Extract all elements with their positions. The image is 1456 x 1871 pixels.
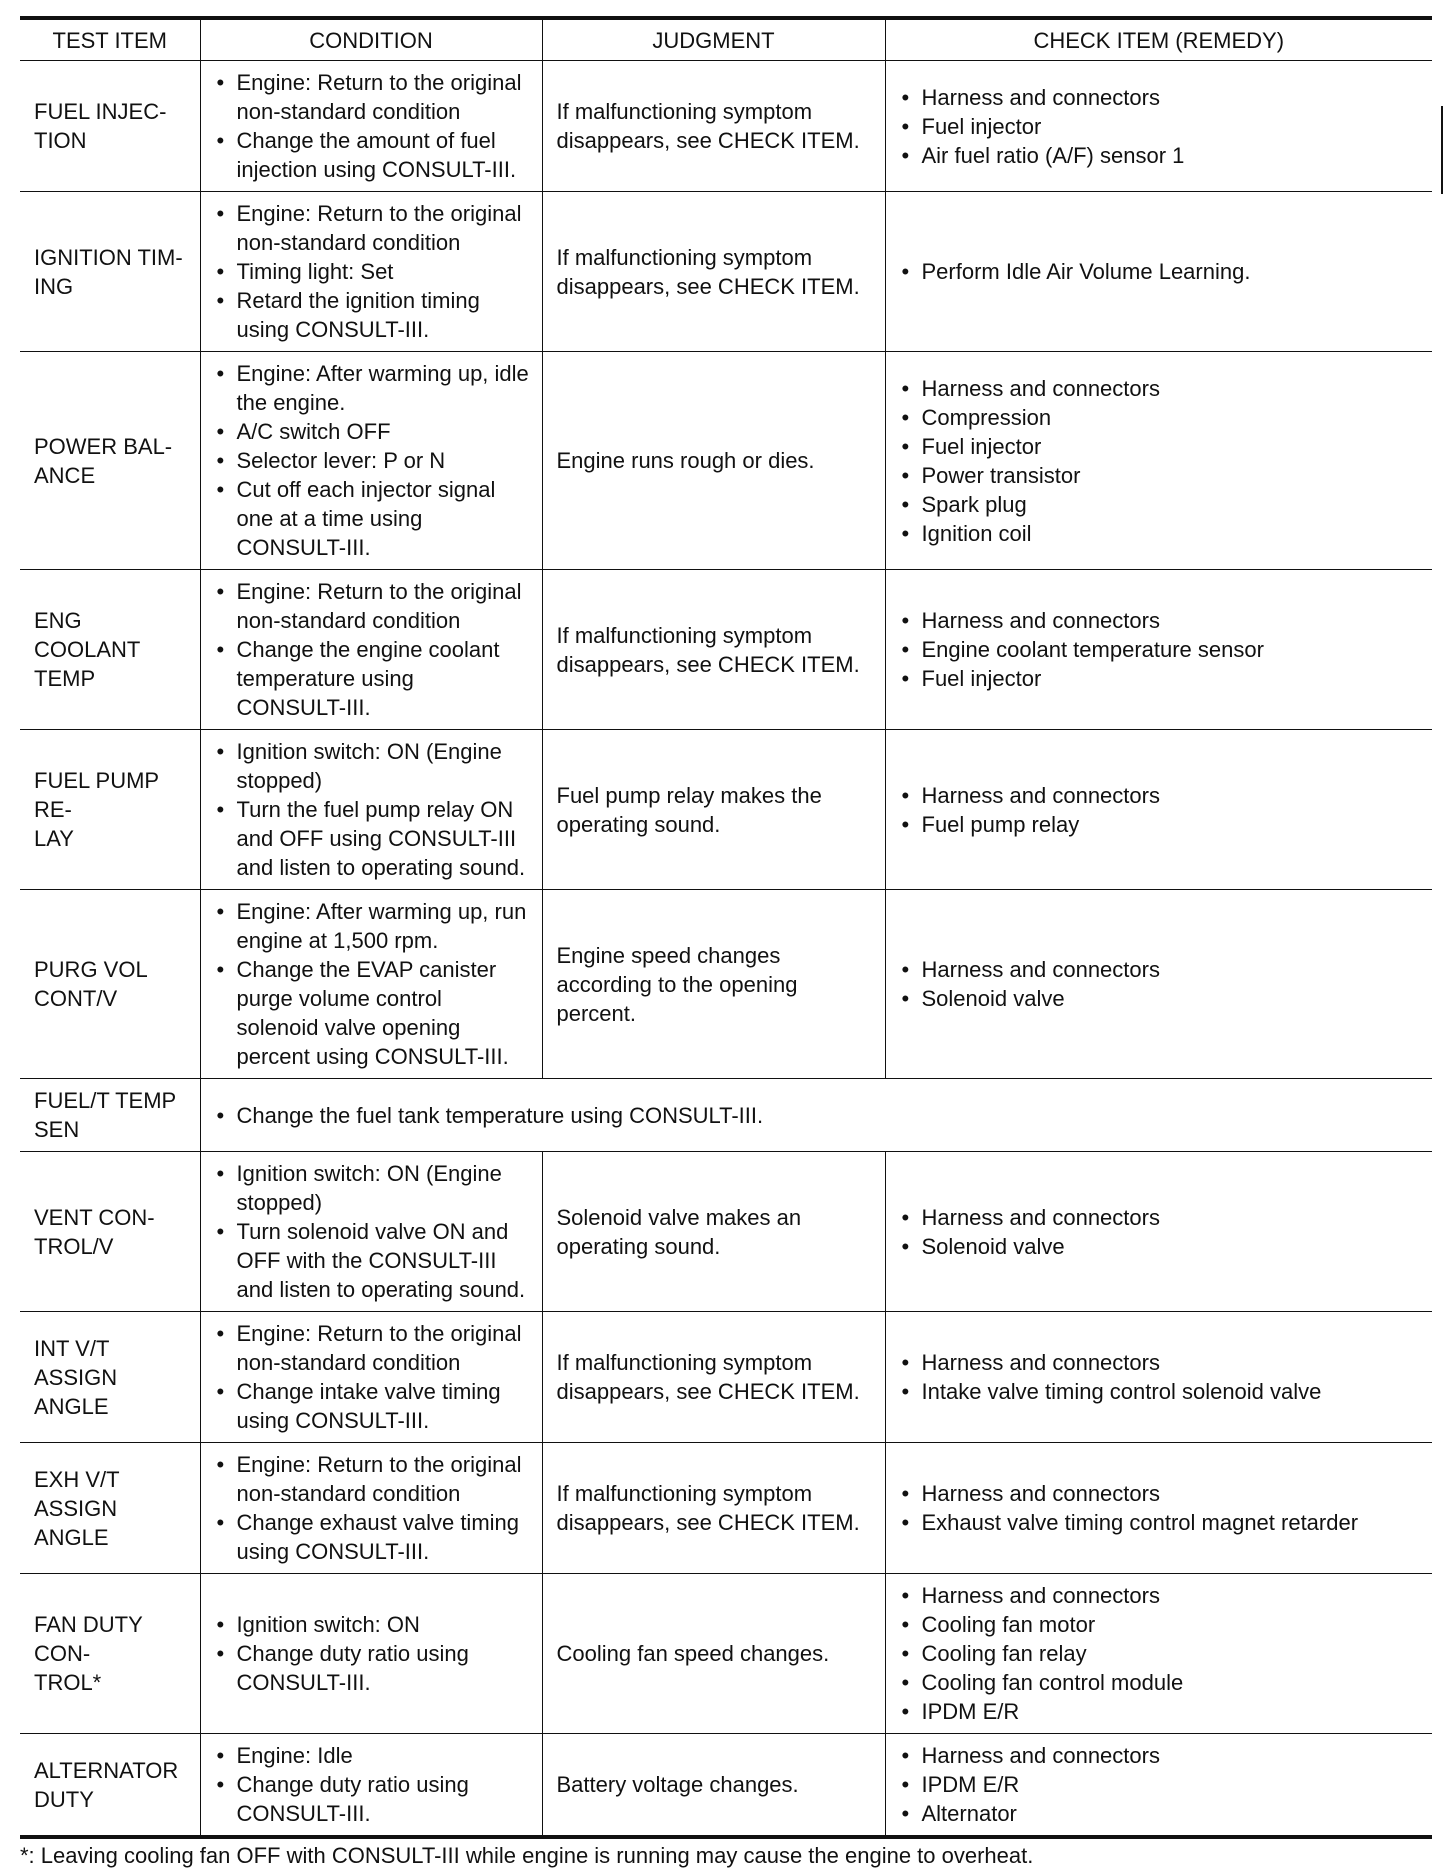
header-check-item: CHECK ITEM (REMEDY) bbox=[885, 18, 1432, 61]
condition-cell bbox=[200, 1312, 542, 1443]
bullet-item: • Harness and connectors bbox=[900, 1741, 1421, 1770]
bullet-item: • Power transistor bbox=[900, 461, 1421, 490]
test-item-cell bbox=[20, 352, 200, 570]
test-item-label: FAN DUTY CON- TROL* bbox=[34, 1612, 143, 1695]
test-item-label: ALTERNATOR DUTY bbox=[34, 1757, 179, 1812]
judgment-cell bbox=[542, 352, 885, 570]
table-row bbox=[20, 1152, 1432, 1312]
bullet-item: • Cooling fan control module bbox=[900, 1668, 1421, 1697]
bullet-item: • IPDM E/R bbox=[900, 1770, 1421, 1799]
condition-list bbox=[215, 897, 530, 1071]
test-item-cell bbox=[20, 1152, 200, 1312]
bullet-item: • Harness and connectors bbox=[900, 1348, 1421, 1377]
judgment-text: Cooling fan speed changes. bbox=[556, 1641, 830, 1666]
check-item-list bbox=[900, 781, 1421, 839]
check-item-list bbox=[900, 257, 1421, 286]
condition-list bbox=[215, 68, 530, 184]
check-item-cell bbox=[885, 570, 1432, 730]
test-item-label: IGNITION TIM- ING bbox=[34, 244, 183, 299]
bullet-item: • Turn solenoid valve ON and OFF with the CONSULT-III and listen to operating sound. bbox=[215, 1217, 530, 1304]
bullet-item: • Solenoid valve bbox=[900, 984, 1421, 1013]
table-row bbox=[20, 570, 1432, 730]
test-item-label: FUEL PUMP RE- LAY bbox=[34, 768, 159, 851]
table-row bbox=[20, 1312, 1432, 1443]
judgment-cell bbox=[542, 1443, 885, 1574]
active-test-sheet bbox=[20, 16, 1432, 1871]
bullet-item: • Harness and connectors bbox=[900, 374, 1421, 403]
condition-list bbox=[215, 199, 530, 344]
check-item-cell bbox=[885, 192, 1432, 352]
test-item-label: PURG VOL CONT/V bbox=[34, 957, 148, 1011]
check-item-list bbox=[900, 1348, 1421, 1406]
bullet-item: • Change exhaust valve timing using CONSULT-III. bbox=[215, 1508, 530, 1566]
check-item-cell bbox=[885, 1734, 1432, 1838]
condition-list bbox=[215, 1450, 530, 1566]
check-item-cell bbox=[885, 890, 1432, 1079]
bullet-item: • Timing light: Set bbox=[215, 257, 530, 286]
test-item-cell bbox=[20, 192, 200, 352]
bullet-item: • Engine: Idle bbox=[215, 1741, 530, 1770]
judgment-cell bbox=[542, 890, 885, 1079]
judgment-cell bbox=[542, 1734, 885, 1838]
bullet-item: • Cooling fan motor bbox=[900, 1610, 1421, 1639]
bullet-item: • Ignition coil bbox=[900, 519, 1421, 548]
condition-cell bbox=[200, 1443, 542, 1574]
table-row bbox=[20, 192, 1432, 352]
judgment-text: If malfunctioning symptom disappears, see CHECK ITEM. bbox=[556, 1481, 860, 1535]
judgment-cell bbox=[542, 192, 885, 352]
condition-cell bbox=[200, 1734, 542, 1838]
bullet-item: • Cut off each injector signal one at a time using CONSULT-III. bbox=[215, 475, 530, 562]
condition-cell bbox=[200, 61, 542, 192]
bullet-item: • Ignition switch: ON (Engine stopped) bbox=[215, 737, 530, 795]
bullet-item: • Turn the fuel pump relay ON and OFF using CONSULT-III and listen to operating sound. bbox=[215, 795, 530, 882]
condition-list bbox=[215, 1610, 530, 1697]
table-body bbox=[20, 61, 1432, 1838]
judgment-cell bbox=[542, 1312, 885, 1443]
bullet-item: • Harness and connectors bbox=[900, 781, 1421, 810]
check-item-cell bbox=[885, 1152, 1432, 1312]
bullet-item: • Harness and connectors bbox=[900, 1479, 1421, 1508]
condition-cell bbox=[200, 890, 542, 1079]
table-row bbox=[20, 890, 1432, 1079]
header-row bbox=[20, 18, 1432, 61]
check-item-list bbox=[900, 1581, 1421, 1726]
test-item-cell bbox=[20, 1079, 200, 1152]
header-judgment: JUDGMENT bbox=[542, 18, 885, 61]
page-edge-mark bbox=[1441, 106, 1443, 194]
bullet-item: • Engine: After warming up, idle the engine. bbox=[215, 359, 530, 417]
judgment-text: If malfunctioning symptom disappears, see CHECK ITEM. bbox=[556, 244, 860, 299]
bullet-item: • Fuel injector bbox=[900, 664, 1421, 693]
test-item-label: FUEL/T TEMP SEN bbox=[34, 1088, 177, 1142]
bullet-item: • Fuel injector bbox=[900, 432, 1421, 461]
table-row bbox=[20, 352, 1432, 570]
bullet-item: • Harness and connectors bbox=[900, 83, 1421, 112]
active-test-table bbox=[20, 16, 1432, 1839]
condition-cell bbox=[200, 1152, 542, 1312]
bullet-item: • Fuel pump relay bbox=[900, 810, 1421, 839]
test-item-cell bbox=[20, 890, 200, 1079]
bullet-item: • Harness and connectors bbox=[900, 955, 1421, 984]
bullet-item: • Change duty ratio using CONSULT-III. bbox=[215, 1770, 530, 1828]
bullet-item: • Harness and connectors bbox=[900, 606, 1421, 635]
check-item-list bbox=[900, 83, 1421, 170]
bullet-item: • Change duty ratio using CONSULT-III. bbox=[215, 1639, 530, 1697]
test-item-cell bbox=[20, 1574, 200, 1734]
test-item-cell bbox=[20, 1734, 200, 1838]
bullet-item: • Cooling fan relay bbox=[900, 1639, 1421, 1668]
bullet-item: • Selector lever: P or N bbox=[215, 446, 530, 475]
check-item-cell bbox=[885, 1574, 1432, 1734]
check-item-cell bbox=[885, 352, 1432, 570]
condition-list bbox=[215, 1159, 530, 1304]
test-item-label: VENT CON- TROL/V bbox=[34, 1204, 155, 1259]
bullet-item: • Engine: Return to the original non-standard condition bbox=[215, 577, 530, 635]
check-item-list bbox=[900, 1741, 1421, 1828]
check-item-cell bbox=[885, 61, 1432, 192]
bullet-item: • Retard the ignition timing using CONSULT-III. bbox=[215, 286, 530, 344]
bullet-item: • Engine: Return to the original non-standard condition bbox=[215, 68, 530, 126]
bullet-item: • Change the engine coolant temperature using CONSULT-III. bbox=[215, 635, 530, 722]
condition-list bbox=[215, 1741, 530, 1828]
judgment-cell bbox=[542, 1574, 885, 1734]
condition-cell bbox=[200, 192, 542, 352]
bullet-item: • Change intake valve timing using CONSULT-III. bbox=[215, 1377, 530, 1435]
bullet-item: • Exhaust valve timing control magnet retarder bbox=[900, 1508, 1421, 1537]
table-row bbox=[20, 1443, 1432, 1574]
judgment-text: Engine runs rough or dies. bbox=[556, 448, 815, 473]
bullet-item: • Change the amount of fuel injection using CONSULT-III. bbox=[215, 126, 530, 184]
judgment-cell bbox=[542, 570, 885, 730]
check-item-list bbox=[900, 606, 1421, 693]
condition-cell bbox=[200, 1079, 1432, 1152]
bullet-item: • Perform Idle Air Volume Learning. bbox=[900, 257, 1421, 286]
bullet-item: • Ignition switch: ON bbox=[215, 1610, 530, 1639]
judgment-text: If malfunctioning symptom disappears, see CHECK ITEM. bbox=[556, 1350, 860, 1404]
check-item-list bbox=[900, 1203, 1421, 1261]
bullet-item: • Solenoid valve bbox=[900, 1232, 1421, 1261]
bullet-item: • Engine: After warming up, run engine at 1,500 rpm. bbox=[215, 897, 530, 955]
table-row bbox=[20, 61, 1432, 192]
check-item-list bbox=[900, 374, 1421, 548]
test-item-label: INT V/T ASSIGN ANGLE bbox=[34, 1335, 118, 1419]
test-item-label: EXH V/T ASSIGN ANGLE bbox=[34, 1466, 120, 1550]
bullet-item: • Fuel injector bbox=[900, 112, 1421, 141]
judgment-text: If malfunctioning symptom disappears, see CHECK ITEM. bbox=[556, 99, 860, 153]
judgment-text: If malfunctioning symptom disappears, see CHECK ITEM. bbox=[556, 622, 860, 677]
bullet-item: • Harness and connectors bbox=[900, 1203, 1421, 1232]
bullet-item: • IPDM E/R bbox=[900, 1697, 1421, 1726]
table-row bbox=[20, 1574, 1432, 1734]
bullet-item: • Intake valve timing control solenoid valve bbox=[900, 1377, 1421, 1406]
bullet-item: • Engine: Return to the original non-standard condition bbox=[215, 199, 530, 257]
check-item-cell bbox=[885, 730, 1432, 890]
bullet-item: • Air fuel ratio (A/F) sensor 1 bbox=[900, 141, 1421, 170]
check-item-list bbox=[900, 1479, 1421, 1537]
bullet-item: • Ignition switch: ON (Engine stopped) bbox=[215, 1159, 530, 1217]
test-item-cell bbox=[20, 1312, 200, 1443]
condition-list bbox=[215, 737, 530, 882]
condition-list bbox=[215, 577, 530, 722]
bullet-item: • Engine: Return to the original non-standard condition bbox=[215, 1450, 530, 1508]
test-item-cell bbox=[20, 570, 200, 730]
test-item-label: ENG COOLANT TEMP bbox=[34, 608, 141, 691]
judgment-text: Solenoid valve makes an operating sound. bbox=[556, 1204, 802, 1259]
footnote: *: Leaving cooling fan OFF with CONSULT-III while engine is running may cause the engine to overheat. bbox=[20, 1843, 1034, 1868]
table-row bbox=[20, 730, 1432, 890]
judgment-text: Fuel pump relay makes the operating sound. bbox=[556, 782, 822, 837]
judgment-text: Engine speed changes according to the opening percent. bbox=[556, 942, 798, 1026]
test-item-label: FUEL INJEC- TION bbox=[34, 99, 167, 153]
bullet-item: • Harness and connectors bbox=[900, 1581, 1421, 1610]
check-item-list bbox=[900, 955, 1421, 1013]
header-condition: CONDITION bbox=[200, 18, 542, 61]
check-item-cell bbox=[885, 1443, 1432, 1574]
condition-cell bbox=[200, 730, 542, 890]
bullet-item: • A/C switch OFF bbox=[215, 417, 530, 446]
judgment-cell bbox=[542, 61, 885, 192]
judgment-text: Battery voltage changes. bbox=[556, 1772, 799, 1797]
bullet-item: • Engine coolant temperature sensor bbox=[900, 635, 1421, 664]
condition-cell bbox=[200, 570, 542, 730]
condition-cell bbox=[200, 1574, 542, 1734]
check-item-cell bbox=[885, 1312, 1432, 1443]
table-row bbox=[20, 1734, 1432, 1838]
test-item-cell bbox=[20, 730, 200, 890]
table-row bbox=[20, 1079, 1432, 1152]
bullet-item: • Change the fuel tank temperature using CONSULT-III. bbox=[215, 1101, 1421, 1130]
header-test-item: TEST ITEM bbox=[20, 18, 200, 61]
condition-list bbox=[215, 359, 530, 562]
test-item-cell bbox=[20, 1443, 200, 1574]
bullet-item: • Change the EVAP canister purge volume control solenoid valve opening percent using CONSULT-III. bbox=[215, 955, 530, 1071]
bullet-item: • Spark plug bbox=[900, 490, 1421, 519]
judgment-cell bbox=[542, 1152, 885, 1312]
condition-cell bbox=[200, 352, 542, 570]
test-item-cell bbox=[20, 61, 200, 192]
bullet-item: • Alternator bbox=[900, 1799, 1421, 1828]
test-item-label: POWER BAL- ANCE bbox=[34, 433, 173, 488]
judgment-cell bbox=[542, 730, 885, 890]
bullet-item: • Engine: Return to the original non-standard condition bbox=[215, 1319, 530, 1377]
bullet-item: • Compression bbox=[900, 403, 1421, 432]
condition-list bbox=[215, 1319, 530, 1435]
condition-list bbox=[215, 1101, 1421, 1130]
